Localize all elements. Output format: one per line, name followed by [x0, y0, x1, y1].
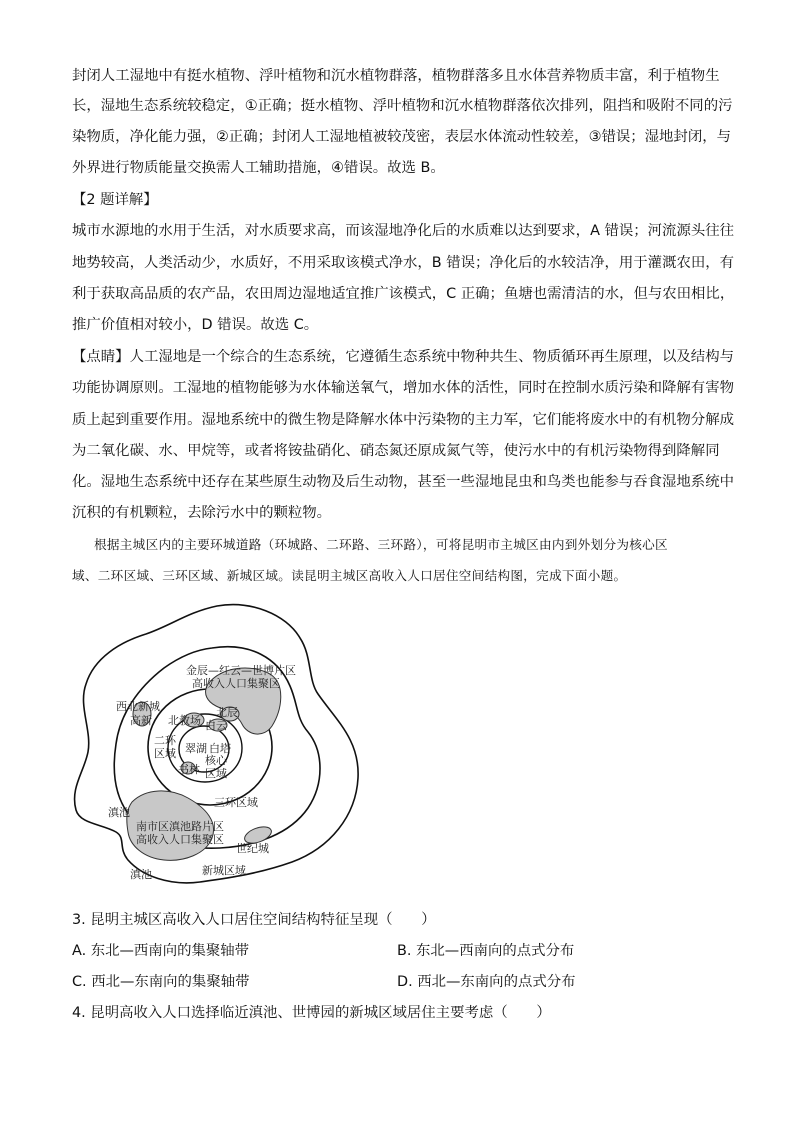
label-beijiaochang: 北教场 [168, 714, 201, 727]
text-line: 地势较高，人类活动少，水质好，不用采取该模式净水，B 错误；净化后的水较洁净，用于灌溉农田，有 [72, 255, 735, 271]
label-cuihu: 翠湖 [185, 742, 207, 755]
text-line: 为二氧化碳、水、甲烷等，或者将铵盐硝化、硝态氮还原成氮气等，使污水中的有机污染物得到降解同 [72, 443, 720, 459]
text-line: 推广价值相对较小，D 错误。故选 C。 [72, 317, 319, 333]
label-hexin-1: 核心 [205, 754, 227, 767]
label-nanshi-2: 高收入人口集聚区 [136, 833, 224, 846]
label-jinchen-1: 金辰—红云—世博片区 [186, 664, 296, 677]
text-line: 利于获取高品质的农产品，农田周边湿地适宜推广该模式，C 正确；鱼塘也需清洁的水，但与农田相比， [72, 286, 735, 302]
label-hexin-2: 区域 [205, 767, 227, 780]
label-jinchen-2: 高收入人口集聚区 [192, 677, 280, 690]
label-dianchi-1: 滇池 [108, 806, 130, 819]
label-erhuan-2: 区域 [154, 747, 176, 760]
text-line: 染物质，净化能力强，②正确；封闭人工湿地植被较茂密，表层水体流动性较差，③错误；湿地封闭，与 [72, 129, 731, 145]
q3-option-b[interactable]: B. 东北—西南向的点式分布 [397, 943, 575, 959]
text-line: 功能协调原则。工湿地的植物能够为水体输送氧气，增加水体的活性，同时在控制水质污染和降解有害物 [72, 380, 734, 396]
text-line: 【点睛】人工湿地是一个综合的生态系统，它遵循生态系统中物种共生、物质循环再生原理，以及结构与 [72, 349, 734, 365]
text-line: 域、二环区域、三环区域、新城区域。读昆明主城区高收入人口居住空间结构图，完成下面小题。 [72, 568, 627, 583]
label-xincheng: 新城区域 [202, 864, 246, 877]
text-line: 质上起到重要作用。湿地系统中的微生物是降解水体中污染物的主力军，它们能将废水中的有机物分解成 [72, 412, 734, 428]
q3-option-c[interactable]: C. 西北—东南向的集聚轴带 [72, 974, 250, 990]
q4-stem: 4. 昆明高收入人口选择临近滇池、世博园的新城区域居住主要考虑（ ） [72, 1005, 551, 1021]
q3-stem: 3. 昆明主城区高收入人口居住空间结构特征呈现（ ） [72, 912, 436, 928]
label-baiyun: 白云 [205, 719, 227, 732]
label-shiji: 世纪城 [236, 842, 269, 855]
label-nanshi-1: 南市区滇池路片区 [136, 820, 224, 833]
label-erhuan-1: 二环 [154, 734, 176, 747]
label-xibei-1: 西北新城 [116, 700, 160, 713]
text-line: 化。湿地生态系统中还存在某些原生动物及后生动物，甚至一些湿地昆虫和鸟类也能参与吞食湿地系统中 [72, 474, 734, 490]
text-line: 长，湿地生态系统较稳定，①正确；挺水植物、浮叶植物和沉水植物群落依次排列，阻挡和吸附不同的污 [72, 98, 733, 114]
label-baita: 白塔 [209, 742, 231, 755]
text-line: 外界进行物质能量交换需人工辅助措施，④错误。故选 B。 [72, 160, 445, 176]
text-line: 根据主城区内的主要环城道路（环城路、二环路、三环路），可将昆明市主城区由内到外划分为核心区 [94, 537, 668, 552]
label-dianchi-2: 滇池 [130, 868, 152, 881]
kunming-map [72, 602, 362, 887]
text-line: 封闭人工湿地中有挺水植物、浮叶植物和沉水植物群落，植物群落多且水体营养物质丰富，利于植物生 [72, 68, 720, 84]
text-line: 城市水源地的水用于生活，对水质要求高，而该湿地净化后的水质难以达到要求，A 错误；河流源头往往 [72, 223, 735, 239]
q3-option-d[interactable]: D. 西北—东南向的点式分布 [397, 974, 576, 990]
q2-heading: 【2 题详解】 [72, 192, 158, 208]
label-xibei-2: 高新 [130, 714, 152, 727]
label-beichen: 北辰 [216, 706, 238, 719]
q3-option-a[interactable]: A. 东北—西南向的集聚轴带 [72, 943, 250, 959]
label-shulin: 书林 [178, 763, 200, 776]
label-sanhuan: 三环区域 [214, 796, 258, 809]
text-line: 沉积的有机颗粒，去除污水中的颗粒物。 [72, 505, 332, 521]
